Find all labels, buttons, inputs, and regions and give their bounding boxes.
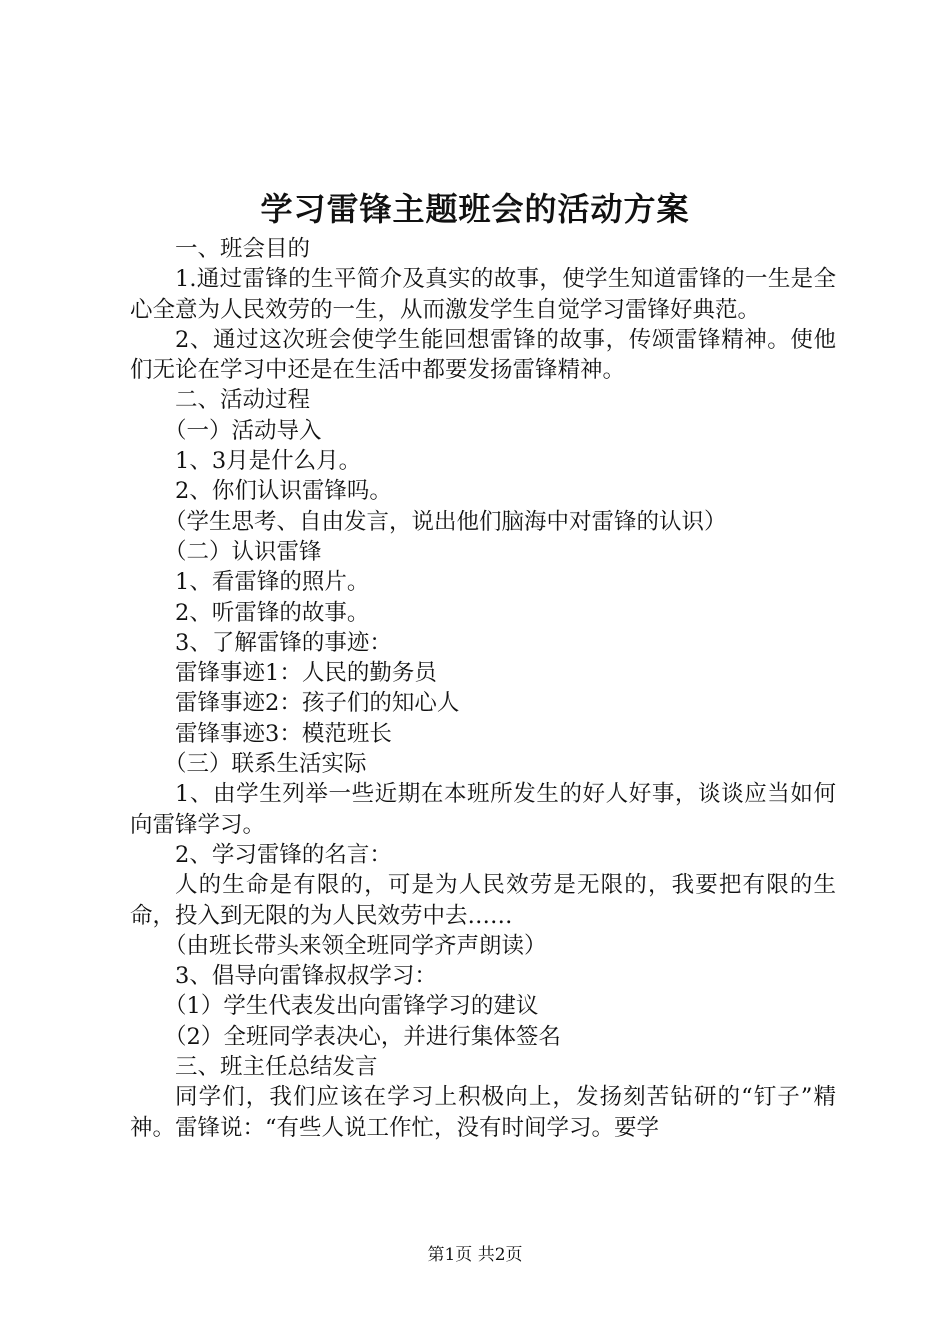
- subsection-heading-intro: （一）活动导入: [164, 417, 322, 444]
- paragraph-purpose-1: 1.通过雷锋的生平简介及真实的故事，使学生知道雷锋的一生是全心全意为人民效劳的一生，从而激发学生自觉学习雷锋好典范。: [130, 266, 836, 323]
- list-item: 1、看雷锋的照片。: [175, 569, 370, 596]
- paragraph-summary: 同学们，我们应该在学习上积极向上，发扬刻苦钻研的“钉子”精神。雷锋说：“有些人说工作忙，没有时间学习。要学: [130, 1084, 836, 1141]
- list-item: （2）全班同学表决心，并进行集体签名: [164, 1023, 561, 1050]
- document-title: 学习雷锋主题班会的活动方案: [260, 190, 690, 228]
- deed-item: 雷锋事迹3：模范班长: [175, 720, 392, 747]
- subsection-heading-know: （二）认识雷锋: [164, 538, 322, 565]
- paragraph-purpose-2: 2、通过这次班会使学生能回想雷锋的故事，传颂雷锋精神。使他们无论在学习中还是在生活中都要发扬雷锋精神。: [130, 326, 836, 384]
- section-heading-summary: 三、班主任总结发言: [175, 1054, 378, 1081]
- list-item: （1）学生代表发出向雷锋学习的建议: [164, 993, 539, 1020]
- note-text: （学生思考、自由发言，说出他们脑海中对雷锋的认识）: [164, 508, 727, 535]
- list-item: 3、了解雷锋的事迹：: [175, 629, 392, 656]
- paragraph-life-1: 1、由学生列举一些近期在本班所发生的好人好事，谈谈应当如何向雷锋学习。: [130, 781, 836, 838]
- subsection-heading-life: （三）联系生活实际: [164, 751, 367, 778]
- note-text: （由班长带头来领全班同学齐声朗读）: [164, 932, 547, 959]
- quote-text: 人的生命是有限的，可是为人民效劳是无限的，我要把有限的生命，投入到无限的为人民效劳中去……: [130, 872, 836, 929]
- list-item: 3、倡导向雷锋叔叔学习：: [175, 963, 437, 990]
- list-item: 1、3月是什么月。: [175, 448, 362, 475]
- page-footer: 第1页 共2页: [427, 1245, 523, 1265]
- list-item: 2、听雷锋的故事。: [175, 599, 370, 626]
- list-item: 2、学习雷锋的名言：: [175, 841, 392, 868]
- section-heading-purpose: 一、班会目的: [175, 236, 311, 262]
- section-heading-process: 二、活动过程: [175, 387, 311, 414]
- document-body: [130, 234, 836, 1143]
- deed-item: 雷锋事迹1：人民的勤务员: [175, 660, 437, 687]
- deed-item: 雷锋事迹2：孩子们的知心人: [175, 690, 460, 717]
- list-item: 2、你们认识雷锋吗。: [175, 478, 392, 505]
